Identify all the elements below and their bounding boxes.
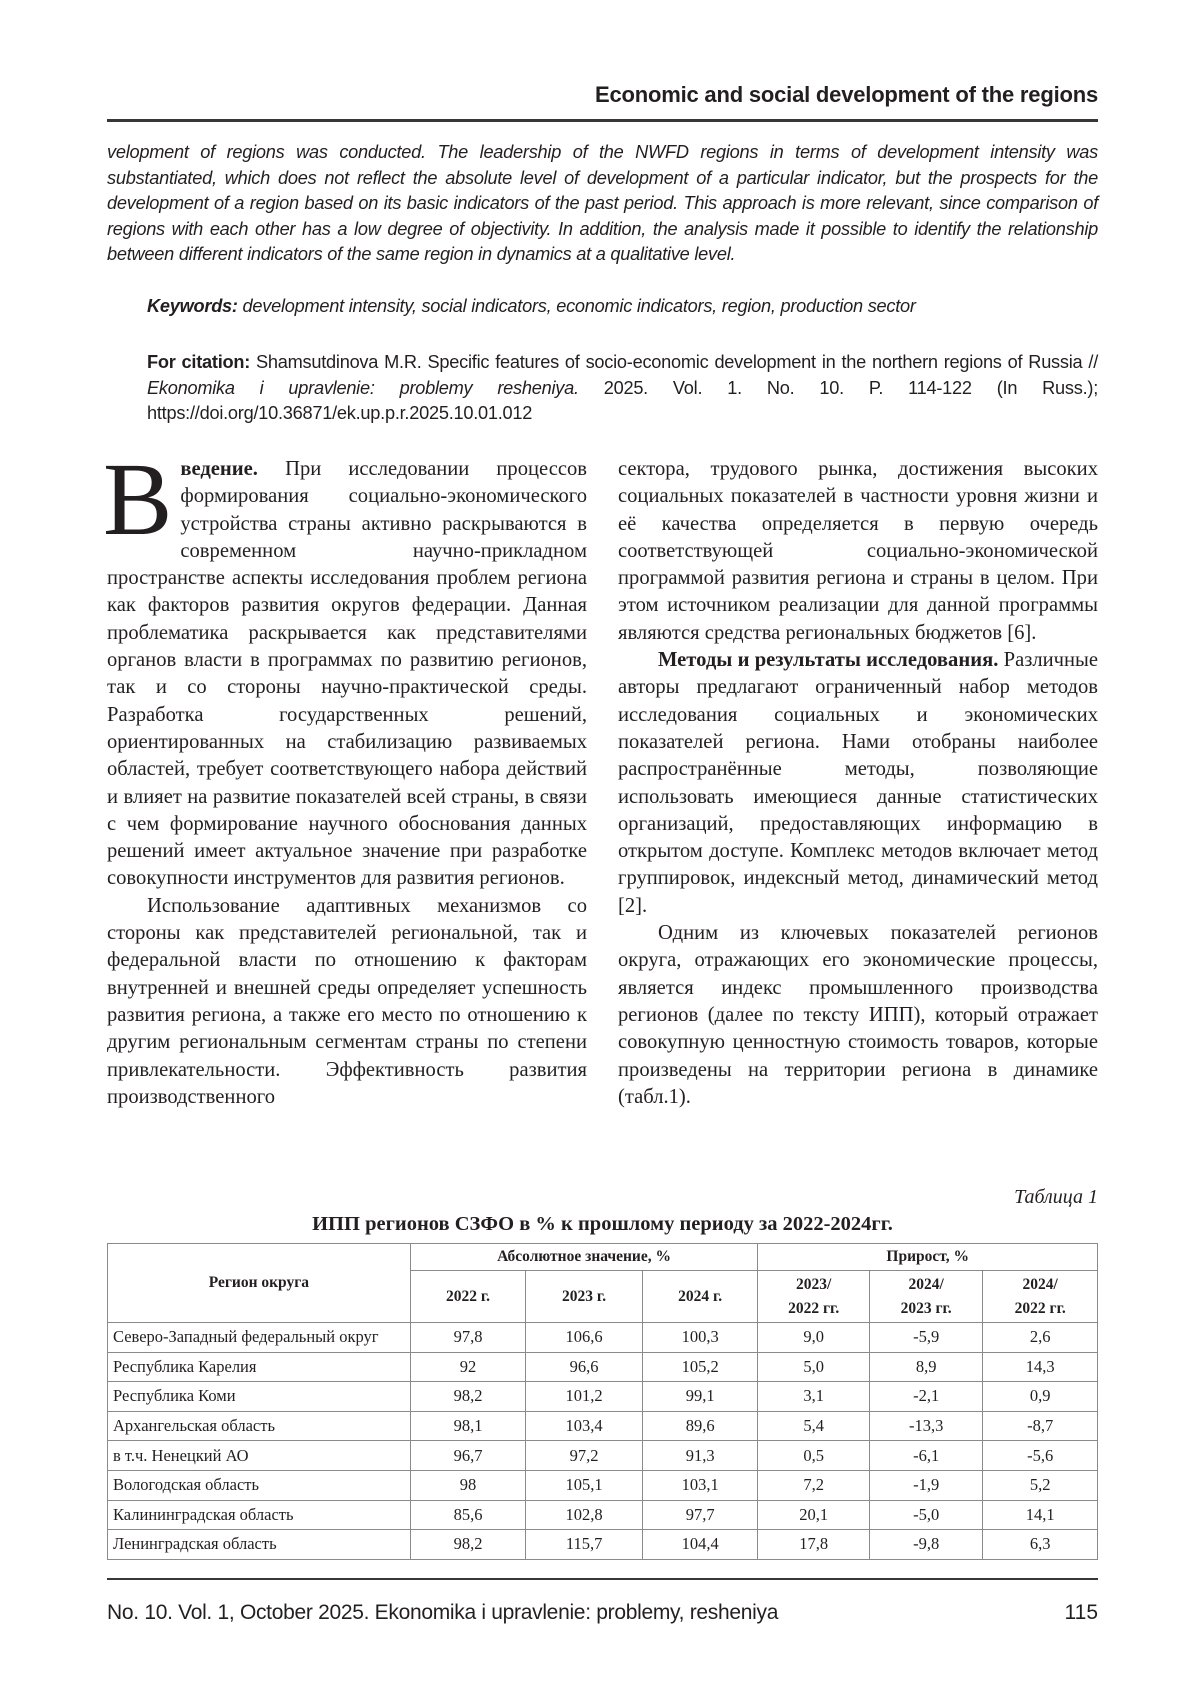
cell-value: 3,1 [758,1382,869,1412]
cell-value: 104,4 [642,1530,758,1560]
cell-value: 89,6 [642,1411,758,1441]
cell-value: -6,1 [869,1441,983,1471]
citation-label: For citation: [147,352,251,372]
cell-value: 106,6 [526,1323,643,1353]
table-row [108,1500,1098,1530]
cell-value: 9,0 [758,1323,869,1353]
cell-value: -8,7 [983,1411,1098,1441]
header-2023: 2023 г. [526,1271,643,1323]
header-absolute-value: Абсолютное значение, % [410,1244,758,1271]
paragraph-adaptive-mechanisms: Использование адаптивных механизмов со стороны как представителей региональной, так и федеральной власти по отношению к факторам внутренней и внешней среды определяет успешность развития региона, а также его место по отношению к другим региональным сегментам страны по степени привлекательности. Эффективность развития производственного [107,894,587,1108]
table-row [108,1382,1098,1412]
paragraph-continuation: сектора, трудового рынка, достижения высоких социальных показателей в частности уровня жизни и её качества определяется в первую очередь соответствующей социально-экономической программой развития региона и страны в целом. При этом источником реализации для данной программы являются средства региональных бюджетов [6]. [618,458,1098,644]
cell-value: 0,9 [983,1382,1098,1412]
cell-value: 98,2 [410,1382,526,1412]
intro-text: При исследовании процессов формирования социально-экономического устройства страны активно раскрываются в современном научно-прикладном пространстве аспекты исследования проблем региона как факторов развития округов федерации. Данная проблематика раскрывается как представителями органов власти в программах по развитию регионов, так и со стороны научно-практической среды. Разработка государственных решений, ориентированных на стабилизацию развиваемых областей, требует соответствующего набора действий и влияет на развитие показателей всей страны, в связи с чем формирование научного обоснования данных решений имеет актуальное значение при разработке совокупности инструментов для развития регионов. [107,458,587,890]
cell-value: -1,9 [869,1470,983,1500]
cell-value: 99,1 [642,1382,758,1412]
cell-value: 103,1 [642,1470,758,1500]
citation-journal: Ekonomika i upravlenie: problemy resheniya. [147,377,579,398]
footer-journal-info: No. 10. Vol. 1, October 2025. Ekonomika i upravlenie: problemy, resheniya [107,1601,779,1624]
table-caption: Таблица 1 [1014,1186,1098,1208]
running-head: Economic and social development of the regions [594,82,1098,107]
cell-value: 102,8 [526,1500,643,1530]
header-divider [107,119,1098,122]
keywords-label: Keywords: [147,296,238,316]
cell-value: 98,2 [410,1530,526,1560]
cell-value: -5,6 [983,1441,1098,1471]
header-growth: Прирост, % [758,1244,1098,1271]
keywords [147,296,1098,317]
methods-text: Различные авторы предлагают ограниченный набор методов исследования социальных и экономических показателей региона. Нами отобраны наиболее распространённые методы, позволяющие использовать имеющиеся данные статистических организаций, предоставляющих информацию в открытом доступе. Комплекс методов включает метод группировок, индексный метод, динамический метод [2]. [618,649,1099,917]
cell-value: 6,3 [983,1530,1098,1560]
cell-value: 85,6 [410,1500,526,1530]
table-title: ИПП регионов СЗФО в % к прошлому периоду за 2022-2024гг. [312,1213,893,1235]
table-row [108,1470,1098,1500]
header-2024: 2024 г. [642,1271,758,1323]
abstract-text: velopment of regions was conducted. The leadership of the NWFD regions in terms of development intensity was substantiated, which does not reflect the absolute level of development of a particular indicator, but the prospects for the development of a region based on its basic indicators of the past period. This approach is more relevant, since comparison of regions with each other has a low degree of objectivity. In addition, the analysis made it possible to identify the relationship between different indicators of the same region in dynamics at a qualitative level. [107,142,1098,265]
cell-value: 96,7 [410,1441,526,1471]
intro-paragraph [103,442,587,893]
ipp-table [107,1243,1098,1560]
cell-value: 96,6 [526,1352,643,1382]
cell-value: 97,8 [410,1323,526,1353]
cell-value: 105,2 [642,1352,758,1382]
cell-value: 98 [410,1470,526,1500]
cell-value: -5,9 [869,1323,983,1353]
header-growth-2024-2022: 2024/ 2022 гг. [983,1271,1098,1323]
table-row [108,1323,1098,1353]
citation-authors: Shamsutdinova M.R. Specific features of socio-economic development in the northern regions of Russia // [250,352,1099,372]
cell-value: -5,0 [869,1500,983,1530]
paragraph-ipp: Одним из ключевых показателей регионов округа, отражающих его экономические процессы, является индекс промышленного производства регионов (далее по тексту ИПП), который отражает совокупную ценностную стоимость товаров, которые произведены на территории региона в динамике (табл.1). [618,922,1098,1108]
table-row [108,1441,1098,1471]
cell-value: -2,1 [869,1382,983,1412]
header-region: Регион округа [108,1244,411,1323]
cell-value: -13,3 [869,1411,983,1441]
methods-paragraph [618,647,1098,920]
cell-region: Архангельская область [108,1411,411,1441]
cell-region: Калининградская область [108,1500,411,1530]
footer-divider [107,1578,1098,1580]
cell-value: 115,7 [526,1530,643,1560]
drop-cap: В [103,442,173,557]
cell-value: 5,2 [983,1470,1098,1500]
cell-region: Вологодская область [108,1470,411,1500]
intro-heading: ведение. [180,458,258,480]
methods-heading: Методы и результаты исследования. [658,649,999,672]
cell-value: 7,2 [758,1470,869,1500]
cell-value: 92 [410,1352,526,1382]
cell-value: 98,1 [410,1411,526,1441]
cell-value: 101,2 [526,1382,643,1412]
cell-region: Республика Коми [108,1382,411,1412]
cell-value: 17,8 [758,1530,869,1560]
citation-details: 2025. Vol. 1. No. 10. P. 114-122 (In Russ.); https://doi.org/10.36871/ek.up.p.r.2025.10.01.012 [147,377,1098,424]
cell-value: 97,2 [526,1441,643,1471]
header-growth-2024-2023: 2024/ 2023 гг. [869,1271,983,1323]
page-number: 115 [1064,1601,1098,1624]
citation [147,350,1098,427]
cell-value: 5,0 [758,1352,869,1382]
cell-region: Республика Карелия [108,1352,411,1382]
keywords-text: development intensity, social indicators, economic indicators, region, production sector [237,296,916,316]
table-row [108,1352,1098,1382]
cell-value: 100,3 [642,1323,758,1353]
header-2022: 2022 г. [410,1271,526,1323]
cell-value: 20,1 [758,1500,869,1530]
cell-value: 97,7 [642,1500,758,1530]
cell-value: 105,1 [526,1470,643,1500]
cell-value: 91,3 [642,1441,758,1471]
cell-region: Северо-Западный федеральный округ [108,1323,411,1353]
cell-region: в т.ч. Ненецкий АО [108,1441,411,1471]
column-left [103,442,587,1111]
cell-value: 2,6 [983,1323,1098,1353]
cell-value: -9,8 [869,1530,983,1560]
cell-region: Ленинградская область [108,1530,411,1560]
cell-value: 8,9 [869,1352,983,1382]
table-row [108,1530,1098,1560]
cell-value: 103,4 [526,1411,643,1441]
header-growth-2023-2022: 2023/ 2022 гг. [758,1271,869,1323]
table-body [108,1323,1098,1560]
table-row [108,1411,1098,1441]
cell-value: 5,4 [758,1411,869,1441]
column-right [618,456,1098,1111]
cell-value: 14,3 [983,1352,1098,1382]
cell-value: 14,1 [983,1500,1098,1530]
cell-value: 0,5 [758,1441,869,1471]
